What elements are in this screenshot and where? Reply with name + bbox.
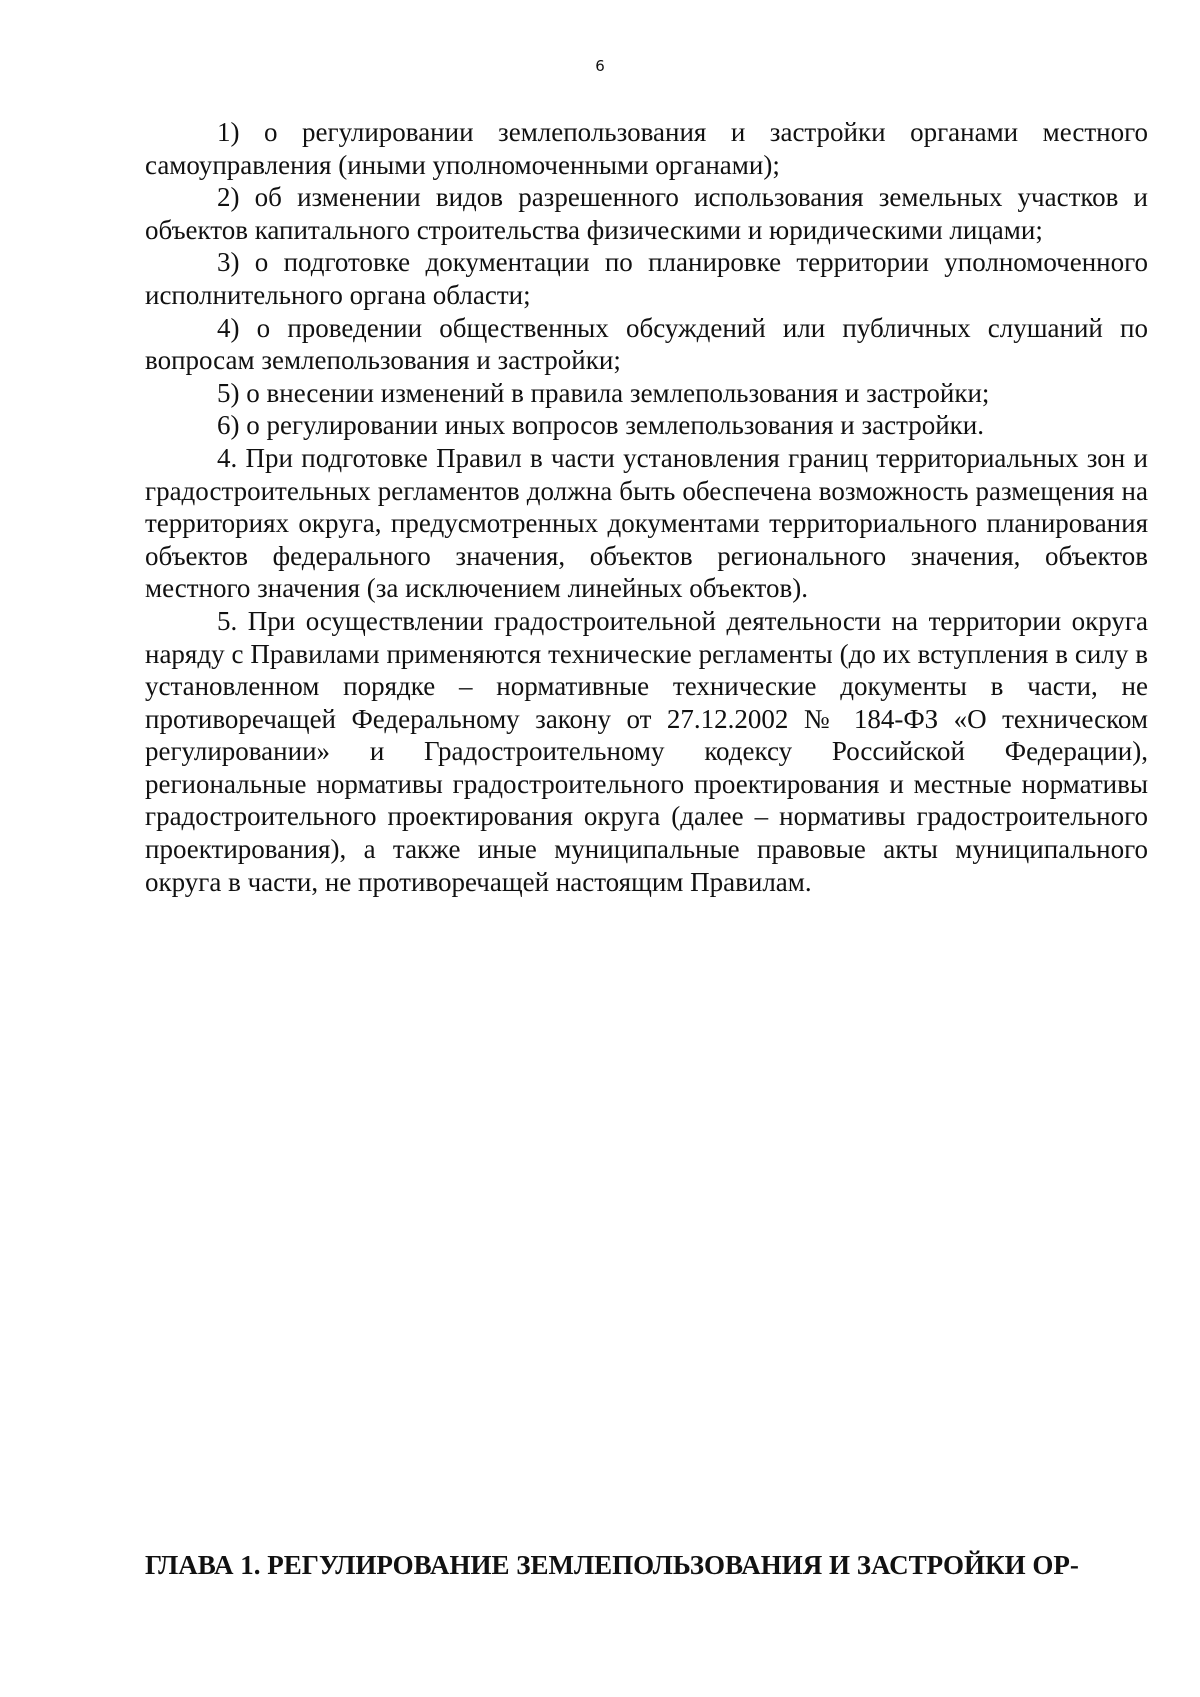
list-item-4: 4) о проведении общественных обсуждений или публичных слушаний по вопросам землепользования и застройки; (145, 312, 1148, 376)
document-body (145, 116, 1148, 898)
list-item-2: 2) об изменении видов разрешенного использования земельных участков и объектов капитального строительства физическими и юридическими лицами; (145, 182, 1148, 245)
list-item-6: 6) о регулировании иных вопросов землепользования и застройки. (217, 410, 984, 441)
chapter-heading: ГЛАВА 1. РЕГУЛИРОВАНИЕ ЗЕМЛЕПОЛЬЗОВАНИЯ И ЗАСТРОЙКИ ОР- (145, 1550, 1079, 1580)
list-item-3: 3) о подготовке документации по планировке территории уполномоченного исполнительного органа области; (145, 247, 1148, 310)
list-item-5: 5) о внесении изменений в правила землепользования и застройки; (217, 377, 990, 408)
clause-5-paragraph: 5. При осуществлении градостроительной деятельности на территории округа наряду с Правилами применяются технические регламенты (до их вступления в силу в установленном порядке – нормативные технические документы в части, не противоречащей Федеральному закону от 27.12.2002 № 184-ФЗ «О техническом регулировании» и Градостроительному кодексу Российской Федерации), региональные нормативы градостроительного проектирования и местные нормативы градостроительного проектирования округа (далее – нормативы градостроительного проектирования), а также иные муниципальные правовые акты муниципального округа в части, не противоречащей настоящим Правилам. (145, 605, 1148, 897)
clause-4-paragraph: 4. При подготовке Правил в части установления границ территориальных зон и градостроительных регламентов должна быть обеспечена возможность размещения на территориях округа, предусмотренных документами территориального планирования объектов федерального значения, объектов регионального значения, объектов местного значения (за исключением линейных объектов). (145, 442, 1148, 604)
page-number: 6 (595, 57, 605, 75)
list-item-1: 1) о регулировании землепользования и застройки органами местного самоуправления (иными уполномоченными органами); (145, 117, 1148, 180)
